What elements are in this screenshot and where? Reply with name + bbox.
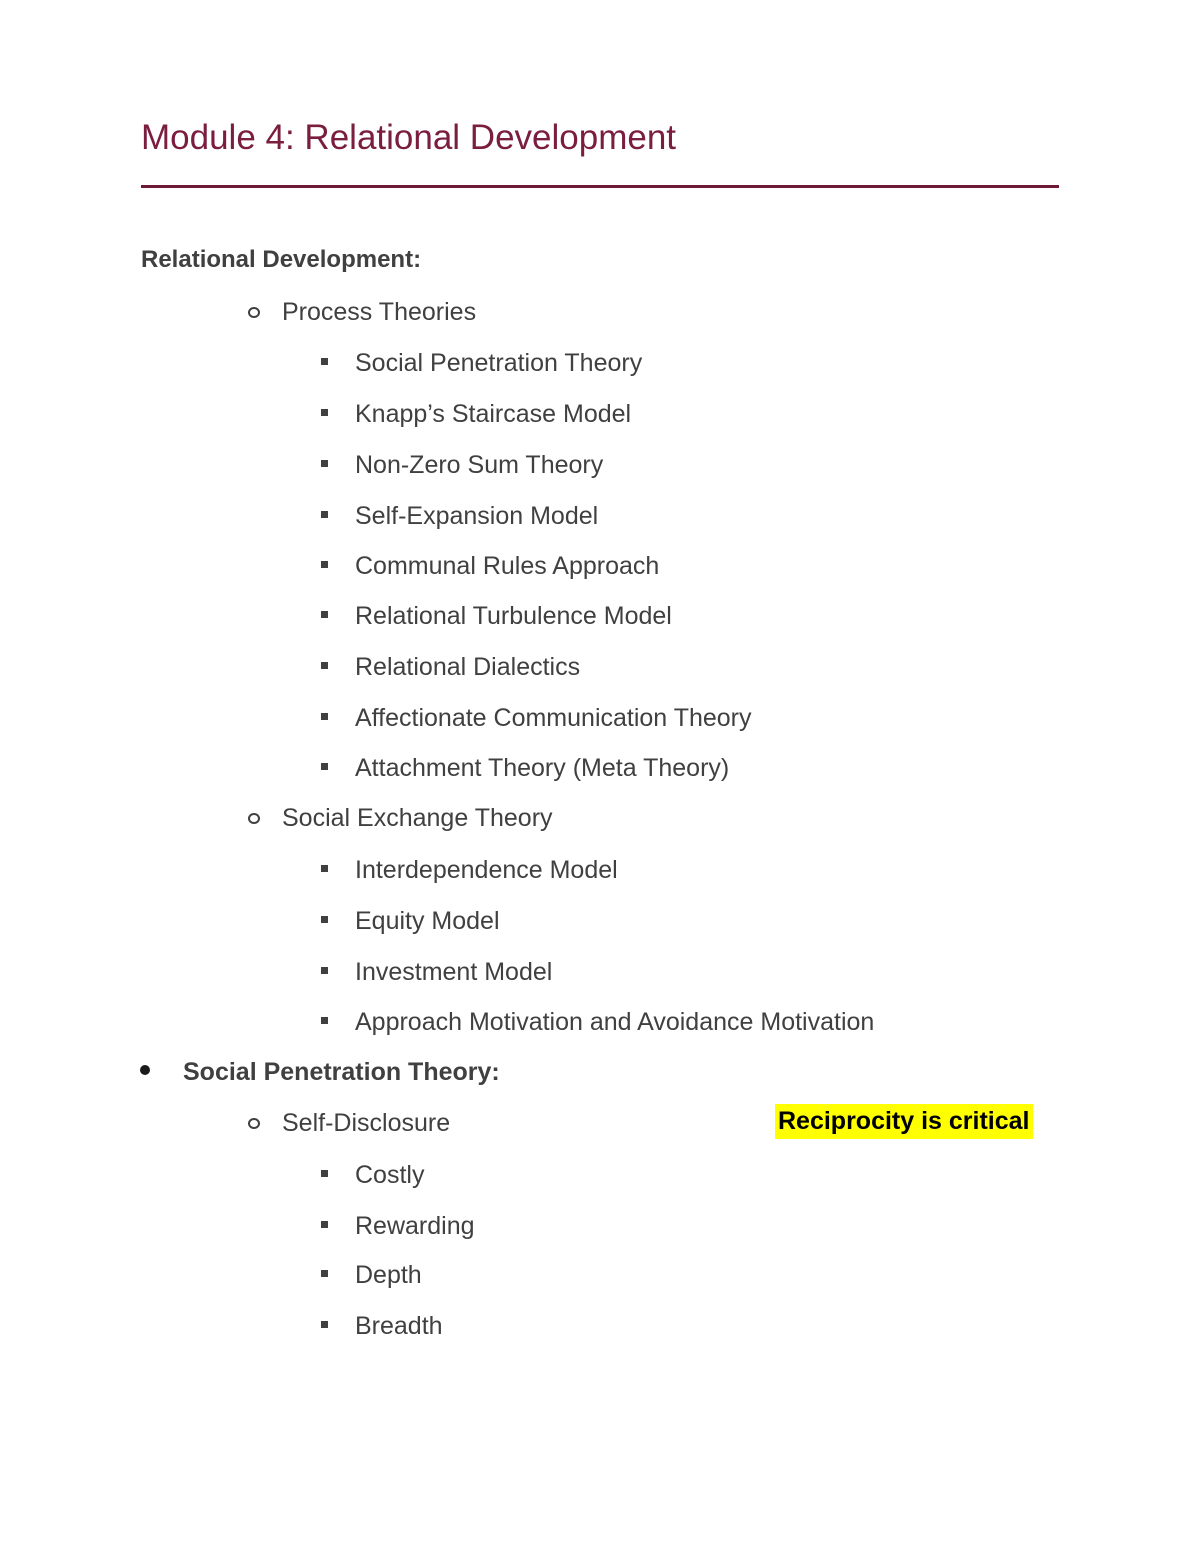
list-item-label: Affectionate Communication Theory: [355, 704, 752, 732]
square-bullet-icon: [321, 1017, 328, 1024]
list-item-label: Knapp’s Staircase Model: [355, 400, 632, 428]
square-bullet-icon: [321, 865, 328, 872]
list-item-label: Communal Rules Approach: [355, 552, 660, 580]
list-item: [318, 751, 729, 785]
square-bullet-icon: [321, 1321, 328, 1328]
list-item: [318, 650, 580, 684]
list-item: [318, 1005, 874, 1039]
list-item-process-theories: [248, 295, 476, 329]
square-bullet-icon: [321, 967, 328, 974]
list-item: [318, 904, 500, 938]
list-item: [318, 701, 752, 735]
section-heading-social-penetration-theory: Social Penetration Theory:: [183, 1058, 500, 1086]
highlighted-note: Reciprocity is critical: [775, 1104, 1033, 1139]
list-item-label: Rewarding: [355, 1212, 475, 1240]
square-bullet-icon: [321, 1170, 328, 1177]
list-item-label: Self-Disclosure: [282, 1109, 451, 1137]
list-item: [318, 955, 552, 989]
list-item-label: Non-Zero Sum Theory: [355, 451, 604, 479]
square-bullet-icon: [321, 358, 328, 365]
square-bullet-icon: [321, 460, 328, 467]
list-item-social-penetration-theory: [140, 1055, 500, 1089]
list-item-social-exchange-theory: [248, 801, 553, 835]
list-item-label: Costly: [355, 1161, 425, 1189]
hollow-circle-bullet-icon: [248, 1118, 260, 1129]
list-item-label: Social Exchange Theory: [282, 804, 553, 832]
list-item: [318, 346, 642, 380]
section-heading-relational-development: Relational Development:: [141, 246, 422, 273]
square-bullet-icon: [321, 409, 328, 416]
square-bullet-icon: [321, 611, 328, 618]
square-bullet-icon: [321, 662, 328, 669]
list-item-label: Investment Model: [355, 958, 553, 986]
hollow-circle-bullet-icon: [248, 813, 260, 824]
page-title: Module 4: Relational Development: [141, 118, 677, 157]
list-item: [318, 499, 598, 533]
list-item: [318, 1209, 475, 1243]
square-bullet-icon: [321, 1270, 328, 1277]
square-bullet-icon: [321, 916, 328, 923]
square-bullet-icon: [321, 713, 328, 720]
square-bullet-icon: [321, 1221, 328, 1228]
list-item-label: Relational Turbulence Model: [355, 602, 672, 630]
list-item-label: Breadth: [355, 1312, 443, 1340]
list-item-label: Interdependence Model: [355, 856, 618, 884]
list-item: [318, 397, 631, 431]
list-item-label: Attachment Theory (Meta Theory): [355, 754, 730, 782]
list-item: [318, 549, 659, 583]
title-divider: [141, 185, 1059, 188]
list-item-label: Equity Model: [355, 907, 500, 935]
list-item-label: Depth: [355, 1261, 422, 1289]
square-bullet-icon: [321, 511, 328, 518]
list-item-label: Self-Expansion Model: [355, 502, 599, 530]
list-item-label: Process Theories: [282, 298, 477, 326]
list-item: [318, 853, 618, 887]
list-item-label: Relational Dialectics: [355, 653, 581, 681]
list-item: [318, 448, 603, 482]
list-item: [318, 1258, 422, 1292]
hollow-circle-bullet-icon: [248, 307, 260, 318]
list-item-label: Approach Motivation and Avoidance Motivation: [355, 1008, 875, 1036]
square-bullet-icon: [321, 763, 328, 770]
filled-disc-bullet-icon: [140, 1065, 150, 1075]
list-item-label: Social Penetration Theory: [355, 349, 643, 377]
list-item: [318, 1158, 424, 1192]
square-bullet-icon: [321, 561, 328, 568]
list-item: [318, 1309, 443, 1343]
list-item-self-disclosure: [248, 1106, 450, 1140]
list-item: [318, 599, 672, 633]
